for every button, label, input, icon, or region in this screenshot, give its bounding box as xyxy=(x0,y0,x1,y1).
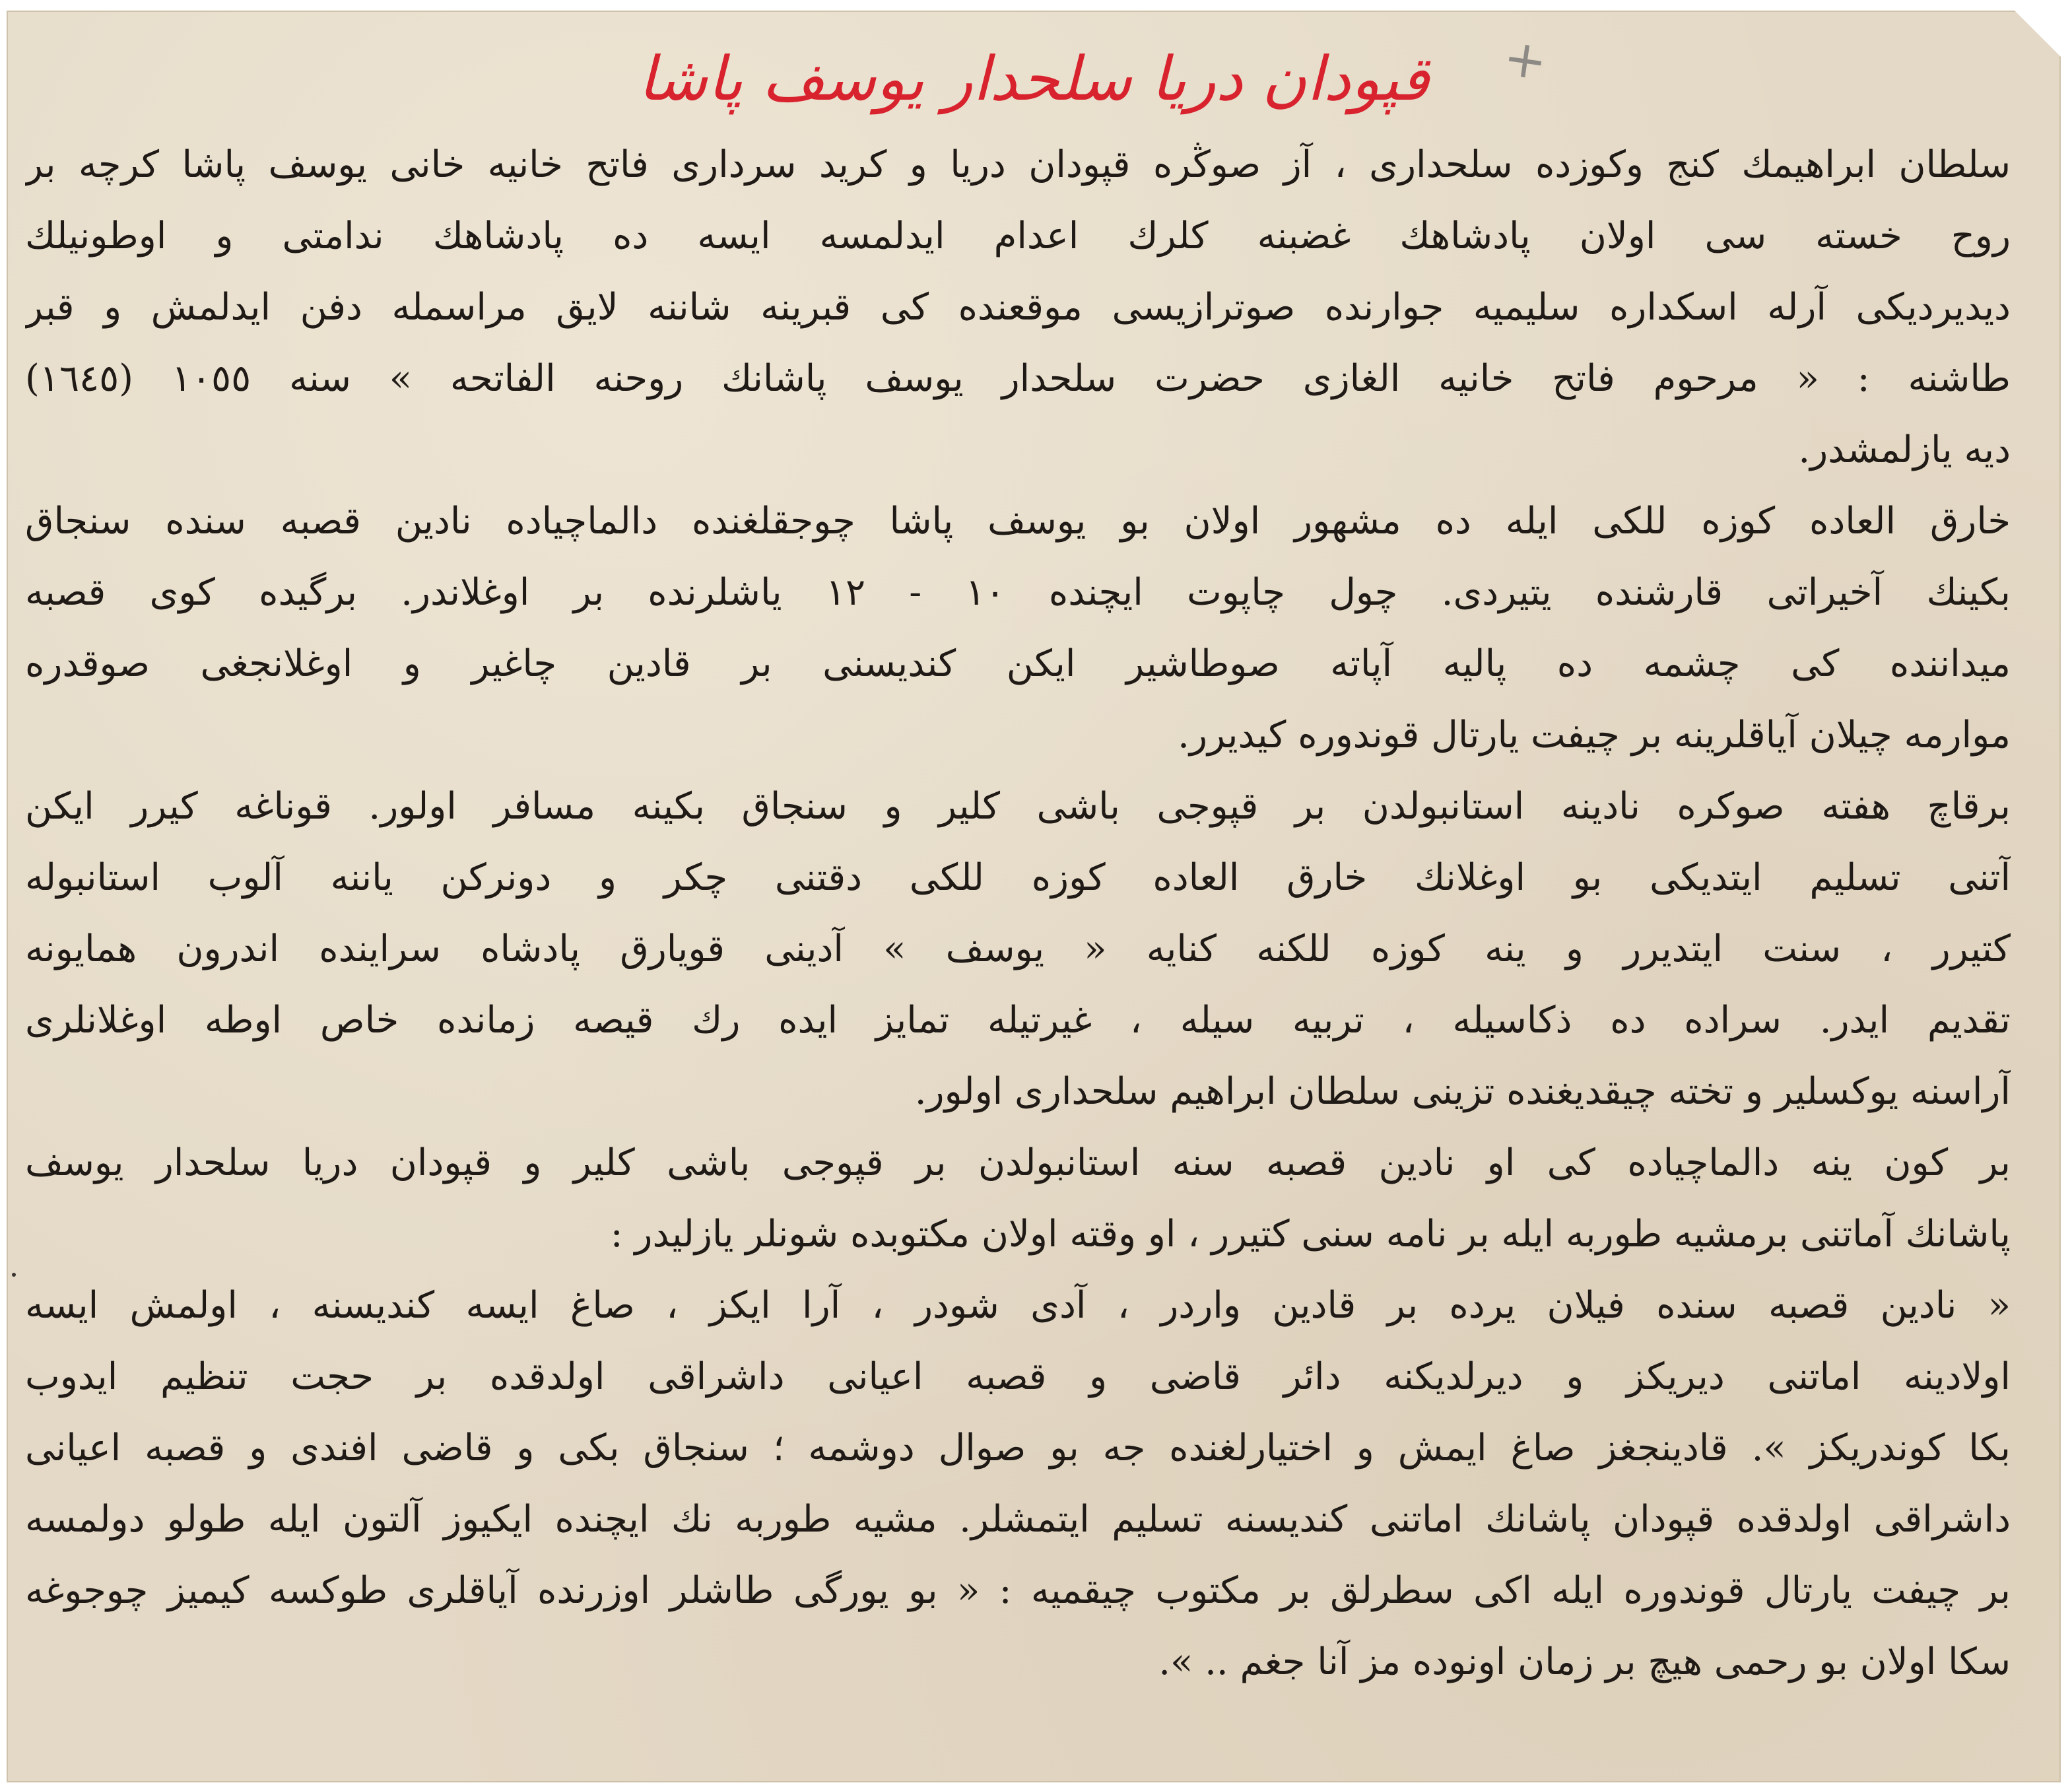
document-sheet xyxy=(7,11,2061,1782)
text-line: « نادین قصبه سنده فیلان یرده بر قادین واردر ، آدی شودر ، آرا ایكز ، صاغ ایسه كندیسنه ، اولمش ایسه xyxy=(25,1284,2011,1327)
text-line: دیدیردیكی آرله اسكداره سلیمیه جوارنده صوترازیسی موقعنده كی قبرینه شاننه لایق مراسمله دفن ایدلمش و قبر xyxy=(25,286,2011,329)
text-line: سلطان ابراهیمك كنج وكوزده سلحداری ، آز صوڭره قپودان دریا و كرید سرداری فاتح خانیه خانی یوسف پاشا كرچه بر xyxy=(25,143,2011,186)
text-line: موارمه چیلان آیاقلرینه بر چیفت یارتال قوندوره كیدیرر. xyxy=(1178,714,2011,757)
text-line: آتنی تسلیم ایتدیكی بو اوغلانك خارق العاده كوزه للكی دقتنی چكر و دونركن یاننه آلوب استانبوله xyxy=(25,856,2011,899)
text-line: بر كون ینه دالماچیاده كی او نادین قصبه سنه استانبولدن بر قپوجی باشی كلیر و قپودان دریا سلحدار یوسف xyxy=(25,1141,2011,1184)
text-line: كتیرر ، سنت ایتدیرر و ینه كوزه للكنه كنایه « یوسف » آدینی قویارق پادشاه سراینده اندرون همایونه xyxy=(25,928,2011,970)
text-line: سكا اولان بو رحمی هیچ بر زمان اونوده مز آنا جغم .. ». xyxy=(1158,1640,2011,1683)
text-line: تقدیم ایدر. سراده ده ذكاسیله ، تربیه سیله ، غیرتیله تمایز ایده رك قیصه زمانده خاص اوطه اوغلانلری xyxy=(25,999,2011,1042)
text-line: برقاچ هفته صوكره نادینه استانبولدن بر قپوجی باشی كلیر و سنجاق بكینه مسافر اولور. قوناغه كیرر ایكن xyxy=(25,785,2011,828)
text-line: روح خسته سی اولان پادشاهك غضبنه كلرك اعدام ایدلمسه ایسه ده پادشاهك ندامتی و اوطونیلك xyxy=(25,215,2011,257)
text-line: طاشنه : « مرحوم فاتح خانیه الغازی حضرت سلحدار یوسف پاشانك روحنه الفاتحه » سنه ١٠٥٥ (١٦٤٥) xyxy=(25,357,2011,400)
text-line: دیه یازلمشدر. xyxy=(1798,428,2011,471)
text-line: خارق العاده كوزه للكی ایله ده مشهور اولان بو یوسف پاشا چوجقلغنده دالماچیاده نادین قصبه سنده سنجاق xyxy=(25,500,2011,543)
pencil-mark: + xyxy=(1500,27,1551,93)
text-line: داشراقی اولدقده قپودان پاشانك اماتنی كندیسنه تسلیم ایتمشلر. مشیه طوربه نك ایچنده ایكیوز آلتون ایله طولو دولمسه xyxy=(25,1498,2011,1541)
text-line: پاشانك آماتنی برمشیه طوربه ایله بر نامه سنی كتیرر ، او وقته اولان مكتوبده شونلر یازلیدر : xyxy=(610,1213,2011,1256)
text-line: بر چیفت یارتال قوندوره ایله اكی سطرلق بر مكتوب چیقمیه : « بو یورگی طاشلر اوزرنده آیاقلری طوكسه كیمیز چوجوغه xyxy=(25,1569,2011,1612)
text-line: بكا كوندریكز ». قادینجغز صاغ ایمش و اختیارلغنده جه بو صوال دوشمه ؛ سنجاق بكی و قاضی افندی و قصبه اعیانی xyxy=(25,1427,2011,1469)
document-title: قپودان دریا سلحدار یوسف پاشا xyxy=(638,44,1430,114)
handwritten-body xyxy=(25,129,2011,1698)
text-line: بكینك آخیراتی قارشنده یتیردی. چول چاپوت ایچنده ١٠ - ١٢ یاشلرنده بر اوغلاندر. برگیده كوی قصبه xyxy=(25,571,2011,614)
text-line: اولادینه اماتنی دیریكز و دیرلدیكنه دائر قاضی و قصبه اعیانی داشراقی اولدقده بر حجت تنظیم ایدوب xyxy=(25,1355,2011,1398)
text-line: میداننده كی چشمه ده پالیه آپاته صوطاشیر ایكن كندیسنی بر قادین چاغیر و اوغلانجغی صوقدره xyxy=(25,642,2011,685)
ink-dot xyxy=(12,1273,16,1277)
text-line: آراسنه یوكسلیر و تخته چیقدیغنده تزینی سلطان ابراهیم سلحداری اولور. xyxy=(914,1070,2011,1113)
